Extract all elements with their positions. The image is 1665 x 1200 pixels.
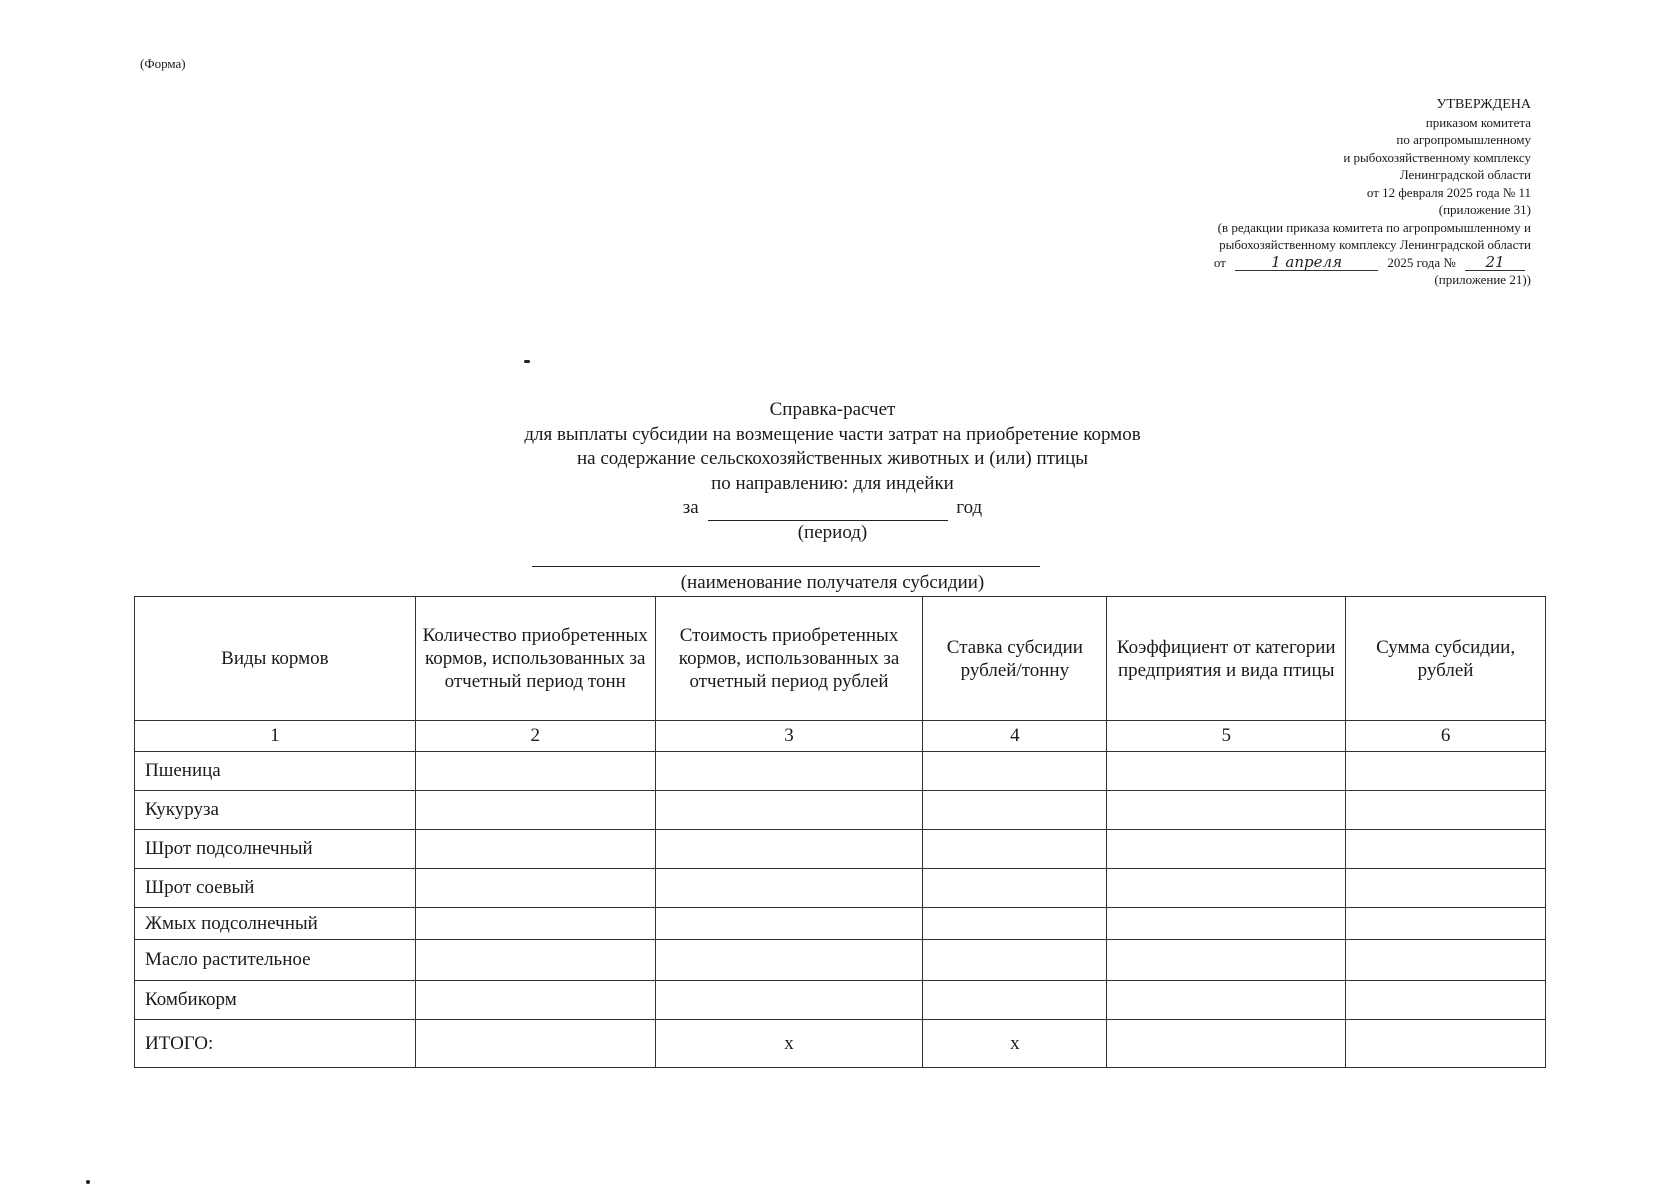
approval-line: приказом комитета: [1425, 114, 1531, 130]
column-number: 2: [415, 721, 655, 752]
column-header: Количество приобретенных кормов, использованных за отчетный период тонн: [415, 597, 655, 721]
table-cell[interactable]: [923, 791, 1107, 830]
table-cell[interactable]: [1107, 940, 1346, 981]
table-cell[interactable]: [655, 940, 923, 981]
from-prefix: от: [1213, 254, 1226, 270]
recipient-caption: (наименование получателя субсидии): [680, 572, 985, 593]
table-row: [135, 908, 1546, 940]
column-number: 3: [655, 721, 923, 752]
approval-line: (приложение 21)): [1434, 272, 1531, 287]
table-cell[interactable]: [655, 791, 923, 830]
table-cell[interactable]: [1346, 908, 1546, 940]
column-number: 4: [923, 721, 1107, 752]
column-header: Ставка субсидии рублей/тонну: [923, 597, 1107, 721]
title-direction: по направлению: для индейки: [711, 472, 954, 494]
feed-type: Пшеница: [135, 752, 416, 791]
table-row: [135, 981, 1546, 1020]
feed-type: Жмых подсолнечный: [135, 908, 416, 940]
period-caption: (период): [797, 521, 868, 543]
column-number: 6: [1346, 721, 1546, 752]
period-prefix: за: [682, 497, 699, 518]
table-cell[interactable]: [1346, 940, 1546, 981]
scan-speck: [86, 1180, 90, 1184]
year-text: 2025 года №: [1387, 254, 1456, 270]
table-cell[interactable]: [1107, 908, 1346, 940]
table-cell[interactable]: [1346, 752, 1546, 791]
column-number: 5: [1107, 721, 1346, 752]
column-header: Сумма субсидии, рублей: [1346, 597, 1546, 721]
table-cell[interactable]: [923, 908, 1107, 940]
recipient-blank[interactable]: [532, 566, 1040, 567]
title-heading: Справка-расчет: [769, 399, 896, 420]
feed-type: Комбикорм: [135, 981, 416, 1020]
table-cell[interactable]: [1107, 752, 1346, 791]
handwritten-number: 21: [1465, 255, 1525, 271]
document-title: [0, 398, 1665, 545]
table-cell[interactable]: [923, 830, 1107, 869]
feed-type: Шрот подсолнечный: [135, 830, 416, 869]
table-row: [135, 940, 1546, 981]
table-cell[interactable]: [923, 869, 1107, 908]
table-cell[interactable]: [655, 752, 923, 791]
approval-line: рыбохозяйственному комплексу Ленинградской области: [1219, 237, 1531, 252]
column-header: Виды кормов: [135, 597, 416, 721]
table-cell[interactable]: [1107, 981, 1346, 1020]
feed-type: Масло растительное: [135, 940, 416, 981]
table-cell[interactable]: [415, 1020, 655, 1068]
table-cell[interactable]: [655, 869, 923, 908]
table-cell[interactable]: [415, 791, 655, 830]
column-header: Коэффициент от категории предприятия и вида птицы: [1107, 597, 1346, 721]
table-cell[interactable]: [1346, 791, 1546, 830]
table-cell[interactable]: [415, 908, 655, 940]
feed-type: Шрот соевый: [135, 869, 416, 908]
table-row: [135, 752, 1546, 791]
table-cell[interactable]: [415, 940, 655, 981]
table-header-row: [135, 597, 1546, 721]
table-cell[interactable]: [415, 752, 655, 791]
period-suffix: год: [956, 497, 983, 518]
table-cell[interactable]: [655, 981, 923, 1020]
total-cell-x: x: [923, 1020, 1107, 1068]
table-cell[interactable]: [1107, 830, 1346, 869]
table-cell[interactable]: [1107, 869, 1346, 908]
approval-line: УТВЕРЖДЕНА: [1436, 97, 1531, 112]
feed-type: Кукуруза: [135, 791, 416, 830]
column-header: Стоимость приобретенных кормов, использованных за отчетный период рублей: [655, 597, 923, 721]
handwritten-date: 1 апреля: [1235, 255, 1378, 271]
approval-line: (в редакции приказа комитета по агропромышленному и: [1217, 219, 1531, 235]
feed-table: [134, 596, 1546, 1068]
total-label: ИТОГО:: [135, 1020, 416, 1068]
table-cell[interactable]: [415, 869, 655, 908]
approval-line: Ленинградской области: [1399, 167, 1531, 182]
approval-line: от 12 февраля 2025 года № 11: [1366, 184, 1531, 200]
table-cell[interactable]: [923, 752, 1107, 791]
scan-speck: [524, 360, 530, 363]
table-row: [135, 830, 1546, 869]
total-row: [135, 1020, 1546, 1068]
table-cell[interactable]: [1346, 1020, 1546, 1068]
form-label: (Форма): [140, 56, 186, 71]
table-cell[interactable]: [923, 981, 1107, 1020]
column-number-row: [135, 721, 1546, 752]
title-line: для выплаты субсидии на возмещение части затрат на приобретение кормов: [524, 423, 1141, 445]
table-cell[interactable]: [923, 940, 1107, 981]
table-row: [135, 869, 1546, 908]
table-row: [135, 791, 1546, 830]
table-cell[interactable]: [1346, 981, 1546, 1020]
table-cell[interactable]: [1346, 869, 1546, 908]
approval-line: (приложение 31): [1438, 202, 1531, 217]
table-cell[interactable]: [1107, 1020, 1346, 1068]
table-cell[interactable]: [1107, 791, 1346, 830]
total-cell-x: x: [655, 1020, 923, 1068]
table-cell[interactable]: [1346, 830, 1546, 869]
approval-date-line: [1011, 254, 1531, 272]
title-line: на содержание сельскохозяйственных животных и (или) птицы: [576, 448, 1089, 469]
period-line: [0, 496, 1665, 521]
approval-line: по агропромышленному: [1396, 132, 1531, 147]
table-cell[interactable]: [415, 981, 655, 1020]
table-cell[interactable]: [415, 830, 655, 869]
approval-line: и рыбохозяйственному комплексу: [1343, 149, 1531, 165]
column-number: 1: [135, 721, 416, 752]
table-cell[interactable]: [655, 908, 923, 940]
table-cell[interactable]: [655, 830, 923, 869]
approval-stamp: [1011, 96, 1531, 289]
period-blank[interactable]: [708, 502, 948, 521]
